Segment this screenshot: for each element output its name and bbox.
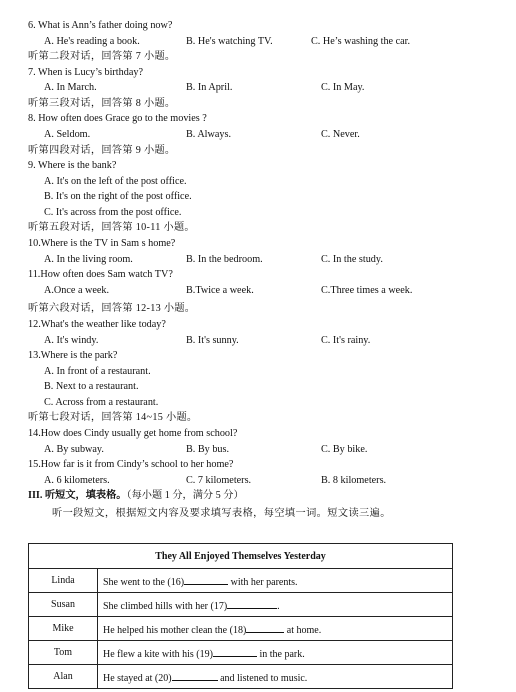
q8-option-a: A. Seldom. (44, 129, 91, 140)
q7-option-b: B. In April. (186, 82, 233, 93)
section-header-4: 听第四段对话，回答第 9 小题。 (28, 145, 176, 156)
answer-table (28, 543, 453, 689)
section-3-instruction: 听一段短文，根据短文内容及要求填写表格，每空填一词。短文读三遍。 (52, 508, 391, 519)
row-name-susan: Susan (29, 593, 98, 617)
question-7: 7. When is Lucy’s birthday? (28, 67, 143, 78)
row-text (98, 641, 453, 665)
answer-blank-19[interactable] (213, 646, 257, 657)
q9-option-c: C. It's across from the post office. (44, 207, 182, 218)
table-row (29, 641, 453, 665)
row-text-pre: She went to the (16) (103, 576, 185, 588)
question-10: 10.Where is the TV in Sam s home? (28, 238, 176, 249)
q11-option-b: B.Twice a week. (186, 285, 254, 296)
q14-option-a: A. By subway. (44, 444, 104, 455)
table-row (29, 569, 453, 593)
question-9: 9. Where is the bank? (28, 160, 117, 171)
row-text-post: and listened to music. (217, 672, 308, 684)
q13-option-a: A. In front of a restaurant. (44, 366, 151, 377)
section-3-score-note: （每小题 1 分，满分 5 分） (126, 490, 244, 501)
q13-option-b: B. Next to a restaurant. (44, 381, 139, 392)
question-13: 13.Where is the park? (28, 350, 118, 361)
row-name-alan: Alan (29, 665, 98, 689)
q10-option-c: C. In the study. (321, 254, 383, 265)
question-6: 6. What is Ann’s father doing now? (28, 20, 173, 31)
row-text-pre: He flew a kite with his (19) (103, 648, 213, 660)
table-row (29, 593, 453, 617)
q12-option-b: B. It's sunny. (186, 335, 239, 346)
answer-blank-18[interactable] (246, 622, 284, 633)
row-name-linda: Linda (29, 569, 98, 593)
question-11: 11.How often does Sam watch TV? (28, 269, 173, 280)
q7-option-c: C. In May. (321, 82, 365, 93)
row-name-mike: Mike (29, 617, 98, 641)
question-8: 8. How often does Grace go to the movies ? (28, 113, 207, 124)
table-row (29, 617, 453, 641)
q10-option-a: A. In the living room. (44, 254, 133, 265)
answer-blank-20[interactable] (172, 670, 218, 681)
section-header-7: 听第七段对话，回答第 14~15 小题。 (28, 412, 198, 423)
row-text (98, 617, 453, 641)
row-text (98, 569, 453, 593)
q10-option-b: B. In the bedroom. (186, 254, 263, 265)
q11-option-c: C.Three times a week. (321, 285, 413, 296)
q6-option-b: B. He's watching TV. (186, 36, 273, 47)
row-text-post: at home. (284, 624, 322, 636)
q12-option-a: A. It's windy. (44, 335, 99, 346)
table-header-row (29, 544, 453, 569)
answer-blank-17[interactable] (227, 598, 277, 609)
section-3-title: III. 听短文，填表格。 (28, 490, 127, 501)
question-12: 12.What's the weather like today? (28, 319, 166, 330)
q15-option-a: A. 6 kilometers. (44, 475, 110, 486)
q15-option-c: B. 8 kilometers. (321, 475, 387, 486)
q9-option-a: A. It's on the left of the post office. (44, 176, 187, 187)
row-text-pre: He helped his mother clean the (18) (103, 624, 247, 636)
q14-option-c: C. By bike. (321, 444, 368, 455)
row-text (98, 593, 453, 617)
row-text-post: with her parents. (228, 576, 298, 588)
q8-option-b: B. Always. (186, 129, 231, 140)
row-text (98, 665, 453, 689)
q15-option-b: C. 7 kilometers. (186, 475, 252, 486)
question-14: 14.How does Cindy usually get home from school? (28, 428, 238, 439)
section-3-heading (28, 489, 244, 502)
section-header-6: 听第六段对话，回答第 12-13 小题。 (28, 303, 196, 314)
row-text-pre: He stayed at (20) (103, 672, 172, 684)
row-text-post: in the park. (256, 648, 305, 660)
table-title: They All Enjoyed Themselves Yesterday (29, 544, 453, 569)
section-header-5: 听第五段对话，回答第 10-11 小题。 (28, 222, 195, 233)
question-15: 15.How far is it from Cindy’s school to her home? (28, 459, 234, 470)
q8-option-c: C. Never. (321, 129, 360, 140)
q11-option-a: A.Once a week. (44, 285, 110, 296)
row-text-pre: She climbed hills with her (17) (103, 600, 228, 612)
row-text-post: . (277, 600, 280, 612)
table-row (29, 665, 453, 689)
q14-option-b: B. By bus. (186, 444, 230, 455)
answer-blank-16[interactable] (184, 574, 228, 585)
section-header-2: 听第二段对话，回答第 7 小题。 (28, 51, 176, 62)
q12-option-c: C. It's rainy. (321, 335, 371, 346)
row-name-tom: Tom (29, 641, 98, 665)
q6-option-c: C. He’s washing the car. (311, 36, 411, 47)
q13-option-c: C. Across from a restaurant. (44, 397, 159, 408)
q9-option-b: B. It's on the right of the post office. (44, 191, 192, 202)
q7-option-a: A. In March. (44, 82, 97, 93)
q6-option-a: A. He's reading a book. (44, 36, 140, 47)
section-header-3: 听第三段对话，回答第 8 小题。 (28, 98, 176, 109)
